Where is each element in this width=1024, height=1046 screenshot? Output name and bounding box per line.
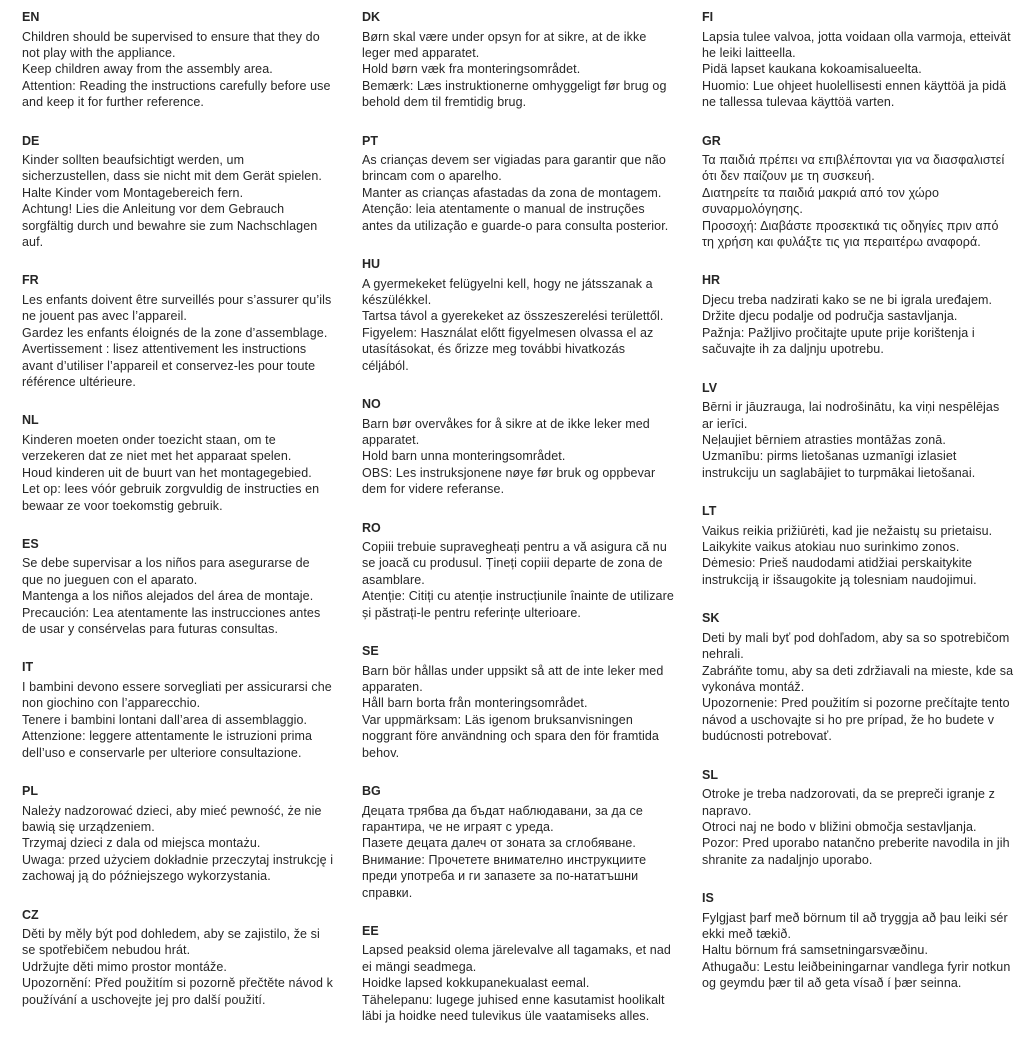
instruction-paragraph: Keep children away from the assembly area. [22,62,273,77]
instruction-paragraph: Децата трябва да бъдат наблюдавани, за да се гарантира, че не играят с уреда. [362,803,643,834]
column-middle [362,9,674,1046]
instruction-paragraph: Var uppmärksam: Läs igenom bruksanvisningen noggrant före användning och spara den för framtida behov. [362,712,659,760]
instruction-paragraph: Attention: Reading the instructions carefully before use and keep it for further reference. [22,78,331,110]
language-code: EE [362,923,379,938]
language-code: SE [362,644,379,659]
language-code: FR [22,273,39,288]
language-section-fr [22,272,334,390]
instruction-paragraph: Otroci naj ne bodo v bližini območja sestavljanja. [702,819,977,834]
instruction-paragraph: Držite djecu podalje od područja sastavljanja. [702,309,958,324]
language-section-pt [362,133,674,235]
language-code: LT [702,504,717,519]
language-code: DK [362,10,381,24]
instruction-paragraph: Uzmanību: pirms lietošanas uzmanīgi izlasiet instrukciju un saglabājiet to turpmākai lietošanai. [702,449,976,480]
language-code: CZ [22,907,39,922]
language-code: FI [702,10,714,24]
instruction-paragraph: Huomio: Lue ohjeet huolellisesti ennen käyttöä ja pidä ne tallessa tulevaa käyttöä varten. [702,78,1007,110]
language-section-pl [22,783,334,885]
language-section-se [362,643,674,761]
instruction-paragraph: Hoidke lapsed kokkupanekualast eemal. [362,976,590,991]
instruction-paragraph: Laikykite vaikus atokiau nuo surinkimo zonos. [702,540,960,555]
language-section-nl [22,412,334,514]
instruction-paragraph: Udržujte děti mimo prostor montáže. [22,959,227,974]
language-section-lv [702,380,1014,482]
instruction-paragraph: Manter as crianças afastadas da zona de montagem. [362,185,662,200]
language-section-cz [22,907,334,1009]
instruction-paragraph: Bērni ir jāuzrauga, lai nodrošinātu, ka viņi nespēlējas ar ierīci. [702,400,1000,431]
column-right [702,9,1014,1046]
instruction-paragraph: Trzymaj dzieci z dala od miejsca montażu. [22,836,261,851]
instruction-paragraph: Lapsed peaksid olema järelevalve all tagamaks, et nad ei mängi seadmega. [362,943,671,974]
instruction-paragraph: Pažnja: Pažljivo pročitajte upute prije korištenja i sačuvajte ih za daljnju upotrebu. [702,325,975,357]
instruction-paragraph: Τα παιδιά πρέπει να επιβλέπονται για να διασφαλιστεί ότι δεν παίζουν με τη συσκευή. [702,153,1005,184]
language-section-ro [362,520,674,622]
language-section-hr [702,272,1014,357]
instruction-paragraph: Kinderen moeten onder toezicht staan, om te verzekeren dat ze niet met het apparaat spelen. [22,432,292,464]
instruction-paragraph: Haltu börnum frá samsetningarsvæðinu. [702,943,929,958]
instruction-paragraph: Neļaujiet bērniem atrasties montāžas zonā. [702,432,946,447]
instruction-paragraph: Hold barn unna monteringsområdet. [362,449,566,464]
instruction-paragraph: Pozor: Pred uporabo natančno preberite navodila in jih shranite za nadaljnjo uporabo. [702,836,1010,867]
language-code: GR [702,133,721,148]
language-code: PT [362,133,378,148]
instruction-paragraph: Deti by mali byť pod dohľadom, aby sa so spotrebičom nehrali. [702,630,1010,662]
instruction-paragraph: Uwaga: przed użyciem dokładnie przeczytaj instrukcję i zachowaj ją do późniejszego wykorzystania. [22,852,334,884]
instruction-paragraph: Halte Kinder vom Montagebereich fern. [22,185,244,200]
instruction-paragraph: Пазете децата далеч от зоната за сглобяване. [362,836,637,851]
instruction-paragraph: Håll barn borta från monteringsområdet. [362,696,588,711]
language-code: IS [702,891,714,906]
language-section-is [702,890,1014,992]
instruction-paragraph: Let op: lees vóór gebruik zorgvuldig de instructies en bewaar ze voor toekomstig gebruik. [22,482,320,513]
instruction-paragraph: Tenere i bambini lontani dall’area di assemblaggio. [22,712,308,727]
instruction-paragraph: Lapsia tulee valvoa, jotta voidaan olla varmoja, etteivät he leiki laitteella. [702,29,1011,60]
instruction-paragraph: Les enfants doivent être surveillés pour s’assurer qu’ils ne jouent pas avec l’appareil. [22,292,332,324]
instruction-paragraph: Attenzione: leggere attentamente le istruzioni prima dell’uso e conservarle per ulteriore consultazione. [22,729,313,760]
instruction-paragraph: As crianças devem ser vigiadas para garantir que não brincam com o aparelho. [362,153,666,184]
instruction-paragraph: Należy nadzorować dzieci, aby mieć pewność, że nie bawią się urządzeniem. [22,803,322,834]
instruction-paragraph: OBS: Les instruksjonene nøye før bruk og oppbevar dem for videre referanse. [362,465,656,497]
language-code: ES [22,536,39,551]
language-section-bg [362,783,674,901]
language-section-fi [702,9,1014,111]
instruction-paragraph: Προσοχή: Διαβάστε προσεκτικά τις οδηγίες πριν από τη χρήση και φυλάξτε τις για περαιτέρω αναφορά. [702,218,999,250]
instruction-paragraph: Bemærk: Læs instruktionerne omhyggeligt før brug og behold dem til fremtidig brug. [362,78,667,110]
language-section-ee [362,923,674,1025]
instruction-paragraph: Tartsa távol a gyerekeket az összeszerelési területtől. [362,309,664,324]
language-code: BG [362,784,381,798]
language-code: PL [22,784,38,798]
language-code: HU [362,257,381,272]
language-code: HR [702,273,721,288]
instruction-paragraph: Barn bør overvåkes for å sikre at de ikke leker med apparatet. [362,416,650,447]
instruction-paragraph: Atenție: Citiți cu atenție instrucțiunile înainte de utilizare și păstrați-le pentru referințe ulterioare. [362,589,674,620]
instruction-paragraph: Zabráňte tomu, aby sa deti zdržiavali na mieste, kde sa vykonáva montáž. [702,663,1014,694]
language-code: SL [702,767,718,782]
instruction-paragraph: Figyelem: Használat előtt figyelmesen olvassa el az utasításokat, és őrizze meg további hivatkozás céljából. [362,325,654,373]
instruction-paragraph: Djecu treba nadzirati kako se ne bi igrala uređajem. [702,292,993,307]
instruction-paragraph: Athugaðu: Lestu leiðbeiningarnar vandlega fyrir notkun og geymdu þær til að geta vísað í þær seinna. [702,959,1011,991]
language-section-gr [702,133,1014,251]
instruction-paragraph: Achtung! Lies die Anleitung vor dem Gebrauch sorgfältig durch und bewahre sie zum Nachschlagen auf. [22,202,318,250]
instruction-paragraph: Внимание: Прочетете внимателно инструкциите преди употреба и ги запазете за по-нататъшни справки. [362,852,647,900]
instruction-paragraph: Copiii trebuie supravegheați pentru a vă asigura că nu se joacă cu produsul. Țineți copiii departe de zona de asamblare. [362,540,667,587]
column-left [22,9,334,1046]
language-section-hu [362,256,674,374]
language-code: SK [702,611,720,626]
language-section-en [22,9,334,111]
instruction-paragraph: Hold børn væk fra monteringsområdet. [362,62,581,77]
language-section-no [362,396,674,498]
language-section-lt [702,503,1014,588]
instruction-paragraph: Børn skal være under opsyn for at sikre, at de ikke leger med apparatet. [362,29,647,60]
instruction-paragraph: Se debe supervisar a los niños para asegurarse de que no jueguen con el aparato. [22,556,310,587]
instruction-paragraph: Gardez les enfants éloignés de la zone d’assemblage. [22,325,328,340]
language-section-it [22,659,334,761]
language-code: RO [362,520,381,535]
language-code: LV [702,380,718,395]
language-code: DE [22,133,40,148]
instruction-paragraph: I bambini devono essere sorvegliati per assicurarsi che non giochino con l’apparecchio. [22,679,332,711]
language-section-es [22,536,334,638]
language-section-sk [702,610,1014,744]
instruction-paragraph: Upozornění: Před použitím si pozorně přečtěte návod k používání a uschovejte jej pro další použití. [22,976,334,1007]
language-code: NL [22,413,39,428]
instruction-paragraph: Διατηρείτε τα παιδιά μακριά από τον χώρο συναρμολόγησης. [702,185,940,217]
language-code: EN [22,10,40,24]
instruction-paragraph: Vaikus reikia prižiūrėti, kad jie nežaistų su prietaisu. [702,523,993,538]
instruction-paragraph: Children should be supervised to ensure that they do not play with the appliance. [22,29,320,60]
instruction-paragraph: Upozornenie: Pred použitím si pozorne prečítajte tento návod a uschovajte si ho pre prípad, že ho budete v budúcnosti potrebovať. [702,696,1010,744]
instruction-paragraph: Pidä lapset kaukana kokoamisalueelta. [702,62,922,77]
language-section-de [22,133,334,251]
instruction-paragraph: Fylgjast þarf með börnum til að tryggja að þau leiki sér ekki með tækið. [702,910,1008,942]
instruction-paragraph: Dėmesio: Prieš naudodami atidžiai perskaitykite instrukciją ir išsaugokite ją tolesniam naudojimui. [702,556,977,587]
instruction-paragraph: Děti by měly být pod dohledem, aby se zajistilo, že si se spotřebičem nebudou hrát. [22,927,320,958]
instruction-paragraph: Mantenga a los niños alejados del área de montaje. [22,589,314,604]
language-section-sl [702,767,1014,869]
instruction-paragraph: Kinder sollten beaufsichtigt werden, um sicherzustellen, dass sie nicht mit dem Gerät spielen. [22,153,322,184]
instruction-paragraph: Barn bör hållas under uppsikt så att de inte leker med apparaten. [362,663,664,694]
language-section-dk [362,9,674,111]
language-code: IT [22,660,34,675]
language-code: NO [362,397,381,411]
instruction-paragraph: A gyermekeket felügyelni kell, hogy ne játsszanak a készülékkel. [362,276,653,307]
instruction-paragraph: Atenção: leia atentamente o manual de instruções antes da utilização e guarde-o para consulta posterior. [362,202,669,233]
instruction-paragraph: Precaución: Lea atentamente las instrucciones antes de usar y consérvelas para futuras consultas. [22,605,321,637]
instruction-paragraph: Avertissement : lisez attentivement les instructions avant d’utiliser l’appareil et conservez-les pour toute référence ultérieure. [22,342,316,389]
instruction-paragraph: Otroke je treba nadzorovati, da se prepreči igranje z napravo. [702,787,995,818]
instruction-paragraph: Houd kinderen uit de buurt van het montagegebied. [22,465,312,480]
instruction-paragraph: Tähelepanu: lugege juhised enne kasutamist hoolikalt läbi ja hoidke need tulevikus üle vaatamiseks alles. [362,992,665,1024]
